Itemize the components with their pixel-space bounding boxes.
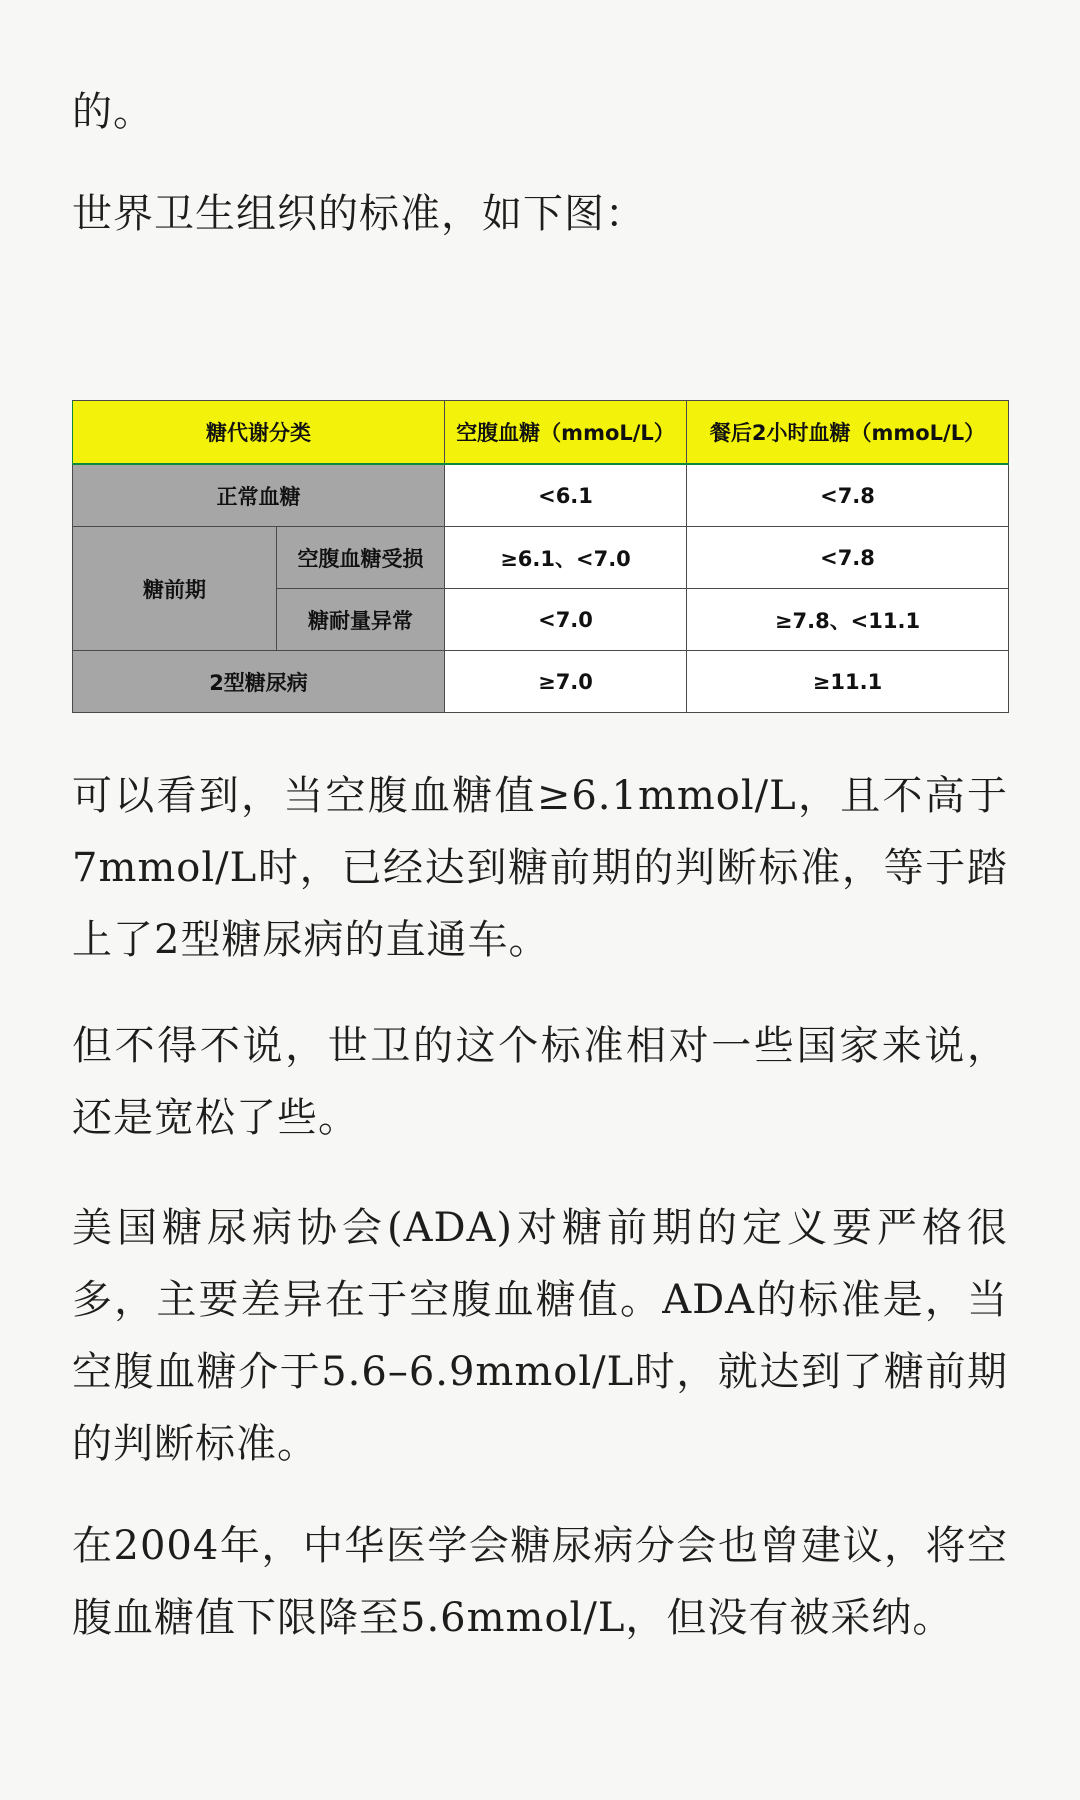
cell-igt-fasting: <7.0 <box>445 589 687 651</box>
header-category: 糖代谢分类 <box>73 401 445 465</box>
paragraph-fragment: 的。 <box>72 89 154 135</box>
header-fasting: 空腹血糖（mmoL/L） <box>445 401 687 465</box>
paragraph-who-lenient: 但不得不说，世卫的这个标准相对一些国家来说，还是宽松了些。 <box>72 1023 1008 1141</box>
row-label-prediabetes: 糖前期 <box>73 527 277 651</box>
row-label-igt: 糖耐量异常 <box>277 589 445 651</box>
cell-type2-fasting: ≥7.0 <box>445 651 687 713</box>
table-row <box>73 464 1009 527</box>
paragraph-prediabetes-threshold: 可以看到，当空腹血糖值≥6.1mmol/L，且不高于7mmol/L时，已经达到糖前期的判断标准，等于踏上了2型糖尿病的直通车。 <box>72 773 1008 963</box>
paragraph-cds-2004: 在2004年，中华医学会糖尿病分会也曾建议，将空腹血糖值下限降至5.6mmol/L，但没有被采纳。 <box>72 1523 1008 1641</box>
row-label-normal: 正常血糖 <box>73 464 445 527</box>
cell-type2-post: ≥11.1 <box>687 651 1009 713</box>
table-row <box>73 651 1009 713</box>
paragraph-ada-standard: 美国糖尿病协会(ADA)对糖前期的定义要严格很多，主要差异在于空腹血糖值。ADA的标准是，当空腹血糖介于5.6–6.9mmol/L时，就达到了糖前期的判断标准。 <box>72 1205 1008 1467</box>
cell-normal-fasting: <6.1 <box>445 464 687 527</box>
header-postprandial: 餐后2小时血糖（mmoL/L） <box>687 401 1009 465</box>
cell-ifg-post: <7.8 <box>687 527 1009 589</box>
cell-ifg-fasting: ≥6.1、<7.0 <box>445 527 687 589</box>
table-header-row <box>73 401 1009 465</box>
table-row <box>73 527 1009 589</box>
cell-igt-post: ≥7.8、<11.1 <box>687 589 1009 651</box>
glucose-classification-table <box>72 400 1008 708</box>
cell-normal-post: <7.8 <box>687 464 1009 527</box>
row-label-type2: 2型糖尿病 <box>73 651 445 713</box>
paragraph-who-standard-intro: 世界卫生组织的标准，如下图： <box>72 191 646 237</box>
row-label-ifg: 空腹血糖受损 <box>277 527 445 589</box>
